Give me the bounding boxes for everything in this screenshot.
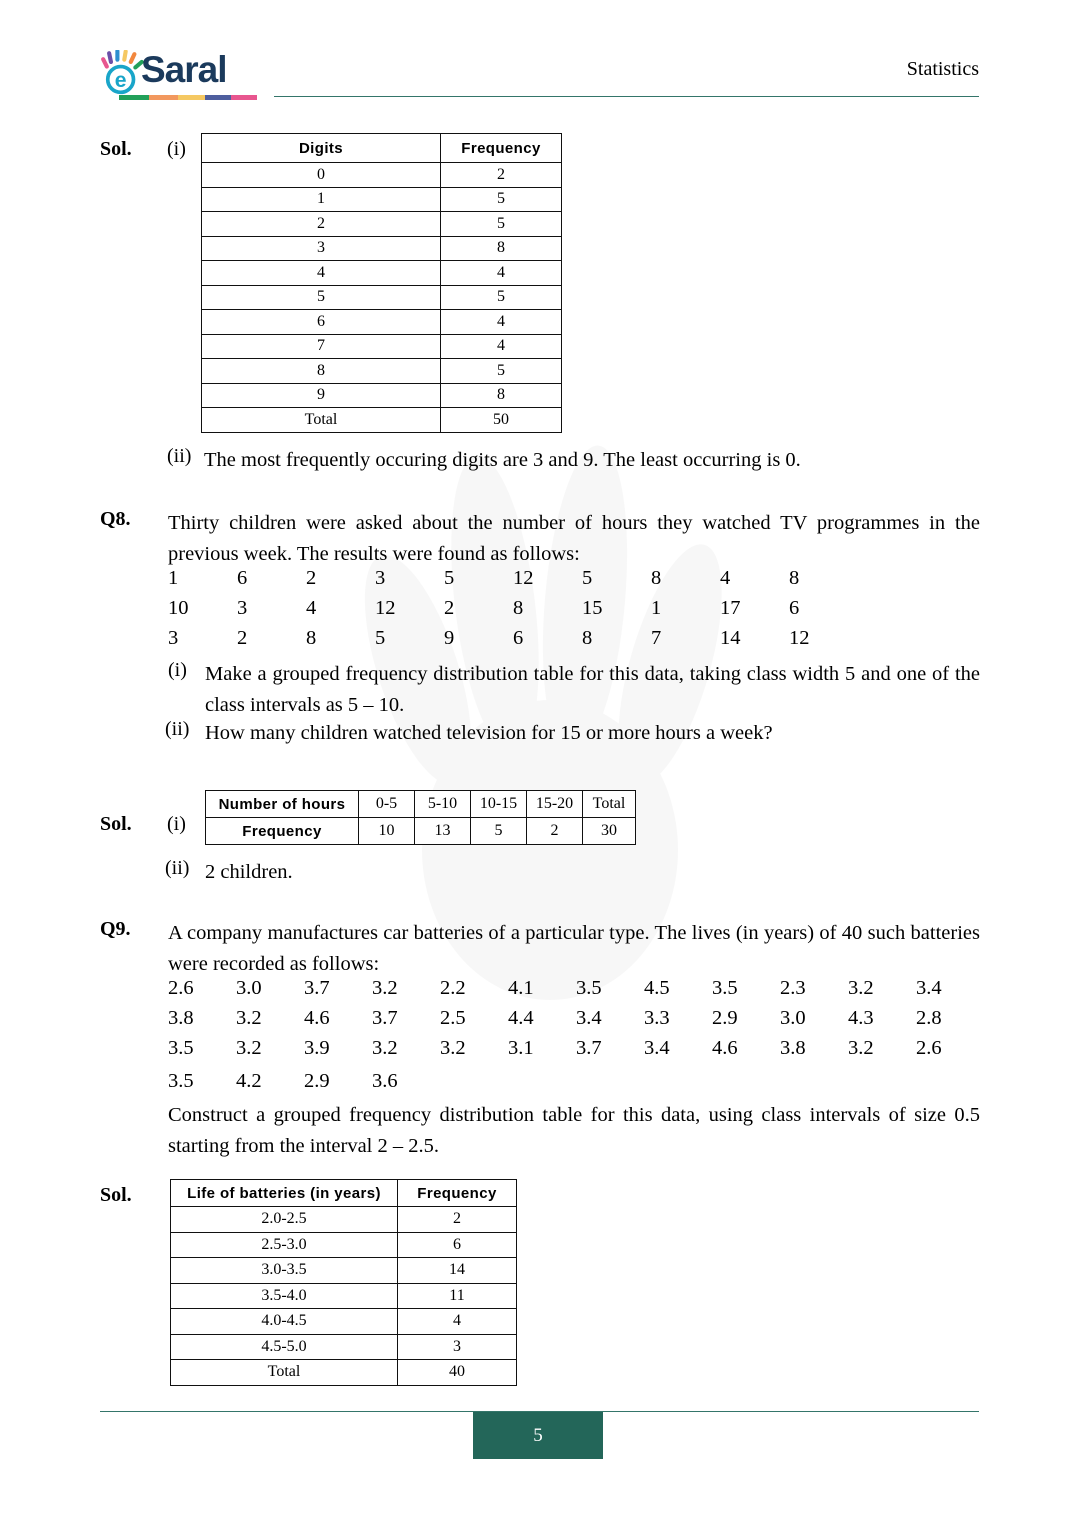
row-header-frequency: Frequency [206, 818, 359, 845]
cell-interval: 2.5-3.0 [171, 1232, 398, 1258]
data-value: 17 [720, 597, 741, 619]
cell-total-value: 40 [398, 1360, 517, 1386]
esaral-logo-colorbar [119, 95, 257, 100]
table-row [202, 236, 562, 261]
data-value: 2.6 [916, 1037, 942, 1059]
data-value: 4.1 [508, 977, 534, 999]
data-value: 2.9 [304, 1070, 330, 1092]
q9-data-row-3 [168, 1037, 984, 1060]
q9-data-row-4 [168, 1070, 440, 1093]
data-value: 6 [513, 627, 524, 649]
sol8-part-i-marker: (i) [167, 813, 186, 835]
data-value: 4 [306, 597, 317, 619]
batteries-frequency-table [170, 1179, 517, 1386]
esaral-wordmark: Saral [141, 49, 227, 90]
data-value: 3.5 [712, 977, 738, 999]
table-row [171, 1334, 517, 1360]
data-value: 12 [375, 597, 396, 619]
table-row [171, 1283, 517, 1309]
cell-digit: 5 [202, 285, 441, 310]
cell-frequency: 4 [398, 1309, 517, 1335]
data-value: 1 [651, 597, 662, 619]
data-value: 3.2 [372, 1037, 398, 1059]
q8-part-i-marker: (i) [168, 659, 187, 681]
q8-part-ii-text: How many children watched television for 15 or more hours a week? [205, 722, 773, 744]
data-value: 3.5 [168, 1070, 194, 1092]
cell-total-label: Total [171, 1360, 398, 1386]
data-value: 4.5 [644, 977, 670, 999]
data-value: 4.6 [712, 1037, 738, 1059]
data-value: 3.2 [440, 1037, 466, 1059]
sol8-part-ii-marker: (ii) [165, 857, 190, 879]
table-row [171, 1207, 517, 1233]
cell-total-label: Total [202, 408, 441, 433]
svg-text:e: e [114, 68, 127, 92]
q8-part-ii-marker: (ii) [165, 718, 190, 740]
column-header-life-of-batteries: Life of batteries (in years) [171, 1180, 398, 1207]
cell-frequency: 13 [415, 818, 471, 845]
data-value: 3.4 [644, 1037, 670, 1059]
data-value: 8 [306, 627, 317, 649]
q8-data-row-3 [168, 627, 858, 650]
data-value: 2.9 [712, 1007, 738, 1029]
digits-frequency-table [201, 133, 562, 433]
cell-interval: 0-5 [359, 791, 415, 818]
data-value: 3.9 [304, 1037, 330, 1059]
sol8-label: Sol. [100, 813, 132, 835]
cell-frequency: 3 [398, 1334, 517, 1360]
cell-digit: 3 [202, 236, 441, 261]
data-value: 6 [789, 597, 800, 619]
table-row [171, 1258, 517, 1284]
cell-total-value: 30 [583, 818, 636, 845]
sol8-part-ii-text: 2 children. [205, 861, 293, 883]
cell-frequency: 10 [359, 818, 415, 845]
cell-frequency: 11 [398, 1283, 517, 1309]
data-value: 2.8 [916, 1007, 942, 1029]
q9-data-row-2 [168, 1007, 984, 1030]
q8-data-row-2 [168, 597, 858, 620]
data-value: 3.8 [780, 1037, 806, 1059]
column-header-frequency: Frequency [441, 134, 562, 163]
data-value: 3.8 [168, 1007, 194, 1029]
table-header-row [202, 134, 562, 163]
table-header-row [171, 1180, 517, 1207]
cell-digit: 4 [202, 261, 441, 286]
data-value: 14 [720, 627, 741, 649]
data-value: 3.2 [372, 977, 398, 999]
page-number-badge: 5 [473, 1412, 603, 1459]
data-value: 4.2 [236, 1070, 262, 1092]
cell-digit: 6 [202, 310, 441, 335]
cell-frequency: 8 [441, 383, 562, 408]
data-value: 2.5 [440, 1007, 466, 1029]
row-header-number-of-hours: Number of hours [206, 791, 359, 818]
q8-data-row-1 [168, 567, 858, 590]
cell-frequency: 5 [441, 285, 562, 310]
sol7-part-ii-marker: (ii) [167, 445, 192, 467]
table-row [171, 1309, 517, 1335]
table-total-row [171, 1360, 517, 1386]
cell-total-value: 50 [441, 408, 562, 433]
table-row [202, 383, 562, 408]
q9-number: Q9. [100, 918, 131, 940]
q8-part-i-text: Make a grouped frequency distribution table for this data, taking class width 5 and one of the class intervals as 5 – 10. [205, 663, 980, 716]
cell-frequency: 6 [398, 1232, 517, 1258]
cell-frequency: 5 [441, 212, 562, 237]
data-value: 12 [789, 627, 810, 649]
cell-interval: 3.5-4.0 [171, 1283, 398, 1309]
header-divider [274, 96, 979, 97]
chapter-title: Statistics [906, 58, 979, 80]
data-value: 2.6 [168, 977, 194, 999]
data-value: 4 [720, 567, 731, 589]
data-value: 3.3 [644, 1007, 670, 1029]
cell-frequency: 4 [441, 310, 562, 335]
data-value: 3.4 [916, 977, 942, 999]
data-value: 1 [168, 567, 179, 589]
cell-frequency: 2 [441, 163, 562, 188]
data-value: 3.7 [304, 977, 330, 999]
data-value: 9 [444, 627, 455, 649]
cell-digit: 9 [202, 383, 441, 408]
data-value: 3.0 [780, 1007, 806, 1029]
cell-frequency: 5 [441, 359, 562, 384]
data-value: 3.2 [848, 1037, 874, 1059]
data-value: 3.2 [236, 1037, 262, 1059]
data-value: 5 [582, 567, 593, 589]
esaral-logo [99, 50, 259, 102]
data-value: 3.5 [576, 977, 602, 999]
cell-digit: 0 [202, 163, 441, 188]
cell-interval: 2.0-2.5 [171, 1207, 398, 1233]
data-value: 8 [582, 627, 593, 649]
data-value: 5 [375, 627, 386, 649]
esaral-logo-mark-icon [99, 50, 145, 96]
page-header [0, 0, 1079, 110]
cell-frequency: 5 [471, 818, 527, 845]
table-row [202, 163, 562, 188]
data-value: 3.4 [576, 1007, 602, 1029]
data-value: 6 [237, 567, 248, 589]
data-value: 3 [237, 597, 248, 619]
table-row [202, 359, 562, 384]
data-value: 8 [789, 567, 800, 589]
data-value: 2.3 [780, 977, 806, 999]
table-row-intervals [206, 791, 636, 818]
sol7-label: Sol. [100, 138, 132, 160]
data-value: 3.5 [168, 1037, 194, 1059]
table-row [202, 285, 562, 310]
cell-interval: 15-20 [527, 791, 583, 818]
data-value: 2 [237, 627, 248, 649]
data-value: 4.6 [304, 1007, 330, 1029]
table-row [202, 310, 562, 335]
sol7-part-i-marker: (i) [167, 138, 186, 160]
cell-frequency: 14 [398, 1258, 517, 1284]
table-row [202, 212, 562, 237]
data-value: 7 [651, 627, 662, 649]
cell-interval: 3.0-3.5 [171, 1258, 398, 1284]
data-value: 12 [513, 567, 534, 589]
q8-number: Q8. [100, 508, 131, 530]
data-value: 15 [582, 597, 603, 619]
table-row [202, 261, 562, 286]
data-value: 8 [513, 597, 524, 619]
data-value: 3.2 [236, 1007, 262, 1029]
data-value: 3.7 [576, 1037, 602, 1059]
data-value: 3.0 [236, 977, 262, 999]
cell-interval: 4.0-4.5 [171, 1309, 398, 1335]
q9-data-row-1 [168, 977, 984, 1000]
table-row-frequencies [206, 818, 636, 845]
data-value: 4.3 [848, 1007, 874, 1029]
data-value: 3.6 [372, 1070, 398, 1092]
hours-frequency-table [205, 790, 636, 845]
q9-text: A company manufactures car batteries of a particular type. The lives (in years) of 40 such batteries were recorded as follows: [168, 922, 980, 975]
cell-frequency: 8 [441, 236, 562, 261]
data-value: 10 [168, 597, 189, 619]
cell-digit: 8 [202, 359, 441, 384]
cell-frequency: 4 [441, 261, 562, 286]
cell-frequency: 4 [441, 334, 562, 359]
cell-interval: 5-10 [415, 791, 471, 818]
q9-instruction-text: Construct a grouped frequency distribution table for this data, using class intervals of size 0.5 starting from the interval 2 – 2.5. [168, 1104, 980, 1157]
table-row [202, 187, 562, 212]
cell-digit: 2 [202, 212, 441, 237]
column-header-frequency: Frequency [398, 1180, 517, 1207]
table-row [202, 334, 562, 359]
table-total-row [202, 408, 562, 433]
data-value: 2 [444, 597, 455, 619]
data-value: 3 [375, 567, 386, 589]
data-value: 8 [651, 567, 662, 589]
data-value: 3.7 [372, 1007, 398, 1029]
data-value: 3.1 [508, 1037, 534, 1059]
data-value: 3.2 [848, 977, 874, 999]
data-value: 3 [168, 627, 179, 649]
sol7-part-ii-text: The most frequently occuring digits are 3 and 9. The least occurring is 0. [204, 449, 801, 471]
data-value: 5 [444, 567, 455, 589]
cell-frequency: 5 [441, 187, 562, 212]
data-value: 4.4 [508, 1007, 534, 1029]
cell-total-label: Total [583, 791, 636, 818]
cell-interval: 10-15 [471, 791, 527, 818]
sol9-label: Sol. [100, 1184, 132, 1206]
cell-frequency: 2 [527, 818, 583, 845]
data-value: 2.2 [440, 977, 466, 999]
cell-interval: 4.5-5.0 [171, 1334, 398, 1360]
column-header-digits: Digits [202, 134, 441, 163]
data-value: 2 [306, 567, 317, 589]
table-row [171, 1232, 517, 1258]
cell-frequency: 2 [398, 1207, 517, 1233]
cell-digit: 7 [202, 334, 441, 359]
q8-text: Thirty children were asked about the number of hours they watched TV programmes in the previous week. The results were found as follows: [168, 512, 980, 565]
cell-digit: 1 [202, 187, 441, 212]
